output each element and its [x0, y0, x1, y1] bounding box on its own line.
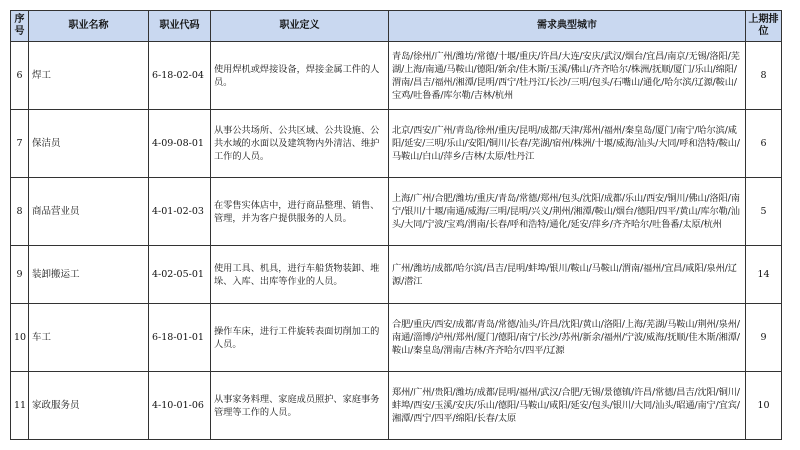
- row-cities: 青岛/徐州/广州/潍坊/常德/十堰/重庆/许昌/大连/安庆/武汉/烟台/宜昌/南京/无锡/洛阳/芜湖/上海/南通/马鞍山/德阳/新余/佳木斯/玉溪/佛山/齐齐哈尔/株洲/抚顺/厦门/乐山/绵阳/渭南/昌吉/福州/湘潭/昆明/西宁/牡丹江/长沙/三明/包头/石嘴山/通化/哈尔滨/辽源/鞍山/宝鸡/吐鲁番/库尔勒/吉林/杭州: [389, 42, 746, 110]
- header-cities: 需求典型城市: [389, 11, 746, 42]
- header-definition: 职业定义: [211, 11, 389, 42]
- row-name: 商品营业员: [29, 178, 149, 246]
- row-code: 6-18-02-04: [149, 42, 211, 110]
- row-index: 10: [11, 304, 29, 372]
- row-definition: 使用焊机或焊接设备，焊接金属工件的人员。: [211, 42, 389, 110]
- row-prev-rank: 10: [746, 372, 782, 440]
- row-index: 9: [11, 246, 29, 304]
- row-index: 7: [11, 110, 29, 178]
- row-code: 4-02-05-01: [149, 246, 211, 304]
- table-row: [11, 110, 782, 178]
- row-code: 4-09-08-01: [149, 110, 211, 178]
- row-index: 6: [11, 42, 29, 110]
- row-cities: 上海/广州/合肥/潍坊/重庆/青岛/常德/郑州/包头/沈阳/成都/乐山/西安/铜川/佛山/洛阳/南宁/银川/十堰/南通/威海/三明/昆明/兴义/荆州/湘潭/鞍山/烟台/德阳/四平/黄山/库尔勒/汕头/大同/宁波/宝鸡/渭南/长春/呼和浩特/通化/延安/萍乡/齐齐哈尔/吐鲁番/太原/杭州: [389, 178, 746, 246]
- row-name: 装卸搬运工: [29, 246, 149, 304]
- header-prev-rank: 上期排位: [746, 11, 782, 42]
- table-row: [11, 178, 782, 246]
- row-name: 家政服务员: [29, 372, 149, 440]
- row-definition: 从事家务料理、家庭成员照护、家庭事务管理等工作的人员。: [211, 372, 389, 440]
- row-cities: 郑州/广州/贵阳/潍坊/成都/昆明/福州/武汉/合肥/无锡/景德镇/许昌/常德/昌吉/沈阳/铜川/蚌埠/西安/玉溪/安庆/乐山/德阳/马鞍山/咸阳/延安/包头/银川/大同/汕头/昭通/南宁/宜宾/湘潭/西宁/四平/绵阳/长春/太原: [389, 372, 746, 440]
- row-name: 焊工: [29, 42, 149, 110]
- header-code: 职业代码: [149, 11, 211, 42]
- row-definition: 从事公共场所、公共区域、公共设施、公共水域的水面以及建筑物内外清洁、维护工作的人员。: [211, 110, 389, 178]
- row-index: 11: [11, 372, 29, 440]
- row-code: 6-18-01-01: [149, 304, 211, 372]
- header-name: 职业名称: [29, 11, 149, 42]
- table-header-row: [11, 11, 782, 42]
- row-prev-rank: 5: [746, 178, 782, 246]
- row-prev-rank: 14: [746, 246, 782, 304]
- row-name: 车工: [29, 304, 149, 372]
- row-prev-rank: 9: [746, 304, 782, 372]
- row-definition: 操作车床，进行工件旋转表面切削加工的人员。: [211, 304, 389, 372]
- row-prev-rank: 8: [746, 42, 782, 110]
- row-code: 4-01-02-03: [149, 178, 211, 246]
- row-cities: 合肥/重庆/西安/成都/青岛/常德/汕头/许昌/沈阳/黄山/洛阳/上海/芜湖/马鞍山/荆州/泉州/南通/淄博/泸州/郑州/厦门/德阳/南宁/长沙/苏州/新余/福州/宁波/威海/抚顺/佳木斯/湘潭/鞍山/秦皇岛/渭南/吉林/齐齐哈尔/四平/辽源: [389, 304, 746, 372]
- header-index: 序号: [11, 11, 29, 42]
- table-row: [11, 42, 782, 110]
- table-row: [11, 246, 782, 304]
- occupation-demand-table: [10, 10, 782, 440]
- row-index: 8: [11, 178, 29, 246]
- row-cities: 广州/潍坊/成都/哈尔滨/昌吉/昆明/蚌埠/银川/鞍山/马鞍山/渭南/福州/宜昌/咸阳/泉州/辽源/潜江: [389, 246, 746, 304]
- row-prev-rank: 6: [746, 110, 782, 178]
- row-name: 保洁员: [29, 110, 149, 178]
- table-row: [11, 304, 782, 372]
- row-cities: 北京/西安/广州/青岛/徐州/重庆/昆明/成都/天津/郑州/福州/秦皇岛/厦门/南宁/哈尔滨/咸阳/延安/三明/乐山/安阳/铜川/长春/芜湖/宿州/株洲/十堰/威海/汕头/大同/呼和浩特/鞍山/马鞍山/白山/萍乡/吉林/太原/牡丹江: [389, 110, 746, 178]
- table-row: [11, 372, 782, 440]
- row-definition: 在零售实体店中，进行商品整理、销售、管理，并为客户提供服务的人员。: [211, 178, 389, 246]
- row-code: 4-10-01-06: [149, 372, 211, 440]
- row-definition: 使用工具、机具，进行车船货物装卸、堆垛、入库、出库等作业的人员。: [211, 246, 389, 304]
